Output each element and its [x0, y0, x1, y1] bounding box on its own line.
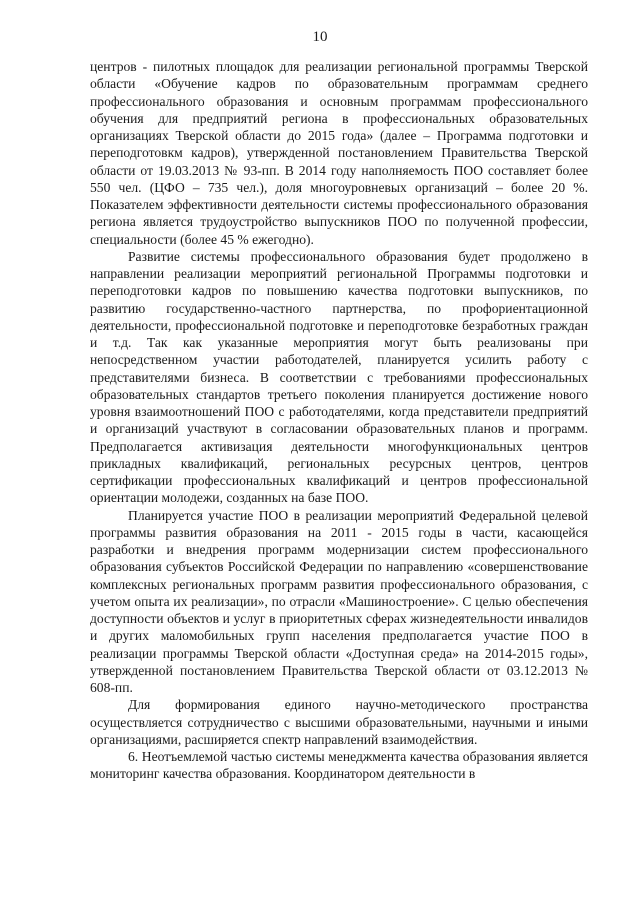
paragraph-quality-monitoring: 6. Неотъемлемой частью системы менеджмента качества образования является мониторинг качества образования. Координатором деятельности в	[90, 749, 588, 782]
body-text	[90, 58, 588, 783]
page-number: 10	[312, 29, 328, 45]
paragraph-federal-program: Планируется участие ПОО в реализации мероприятий Федеральной целевой программы развития образования на 2011 - 2015 годы в части, касающейся разработки и внедрения программ модернизации систем профессионального образования субъектов Российской Федерации по направлению «совершенствование комплексных региональных программ развития профессионального образования, с учетом опыта их реализации», по отрасли «Машиностроение». С целью обеспечения доступности объектов и услуг в приоритетных сферах жизнедеятельности инвалидов и других маломобильных групп населения предполагается участие ПОО в реализации программы Тверской области «Доступная среда» на 2014-2015 годы», утвержденной постановлением Правительства Тверской области от 03.12.2013 № 608-пп.	[90, 507, 588, 695]
paragraph-pilot-centers: центров - пилотных площадок для реализации региональной программы Тверской области «Обучение кадров по образовательным программам среднего профессионального образования и основным программам профессионального обучения для предприятий региона в профессиональных образовательных организациях Тверской области до 2015 года» (далее – Программа подготовки и переподготовкм кадров), утвержденной постановлением Правительства Тверской области от 19.03.2013 № 93-пп. В 2014 году наполняемость ПОО составляет более 550 чел. (ЦФО – 735 чел.), доля многоуровневых организаций – более 20 %. Показателем эффективности деятельности системы профессионального образования региона является трудоустройство выпускников ПОО по полученной профессии, специальности (более 45 % ежегодно).	[90, 59, 588, 247]
paragraph-scientific-space: Для формирования единого научно-методического пространства осуществляется сотрудничество с высшими образовательными, научными и иными организациями, расширяется спектр направлений взаимодействия.	[90, 697, 588, 747]
paragraph-system-development: Развитие системы профессионального образования будет продолжено в направлении реализации мероприятий региональной Программы подготовки и переподготовки кадров по повышению качества подготовки выпускников, по развитию государственно-частного партнерства, по профориентационной деятельности, профессиональной подготовке и переподготовке безработных граждан и т.д. Так как указанные мероприятия могут быть реализованы при непосредственном участии работодателей, планируется усилить работу с представителями бизнеса. В соответствии с требованиями профессиональных образовательных стандартов третьего поколения планируется достижение нового уровня взаимоотношений ПОО с работодателями, когда представители предприятий и организаций участвуют в согласовании образовательных планов и программ. Предполагается активизация деятельности многофункциональных центров прикладных квалификаций, региональных ресурсных центров, центров сертификации профессиональных квалификаций и центров профессиональной ориентации молодежи, созданных на базе ПОО.	[90, 248, 588, 506]
